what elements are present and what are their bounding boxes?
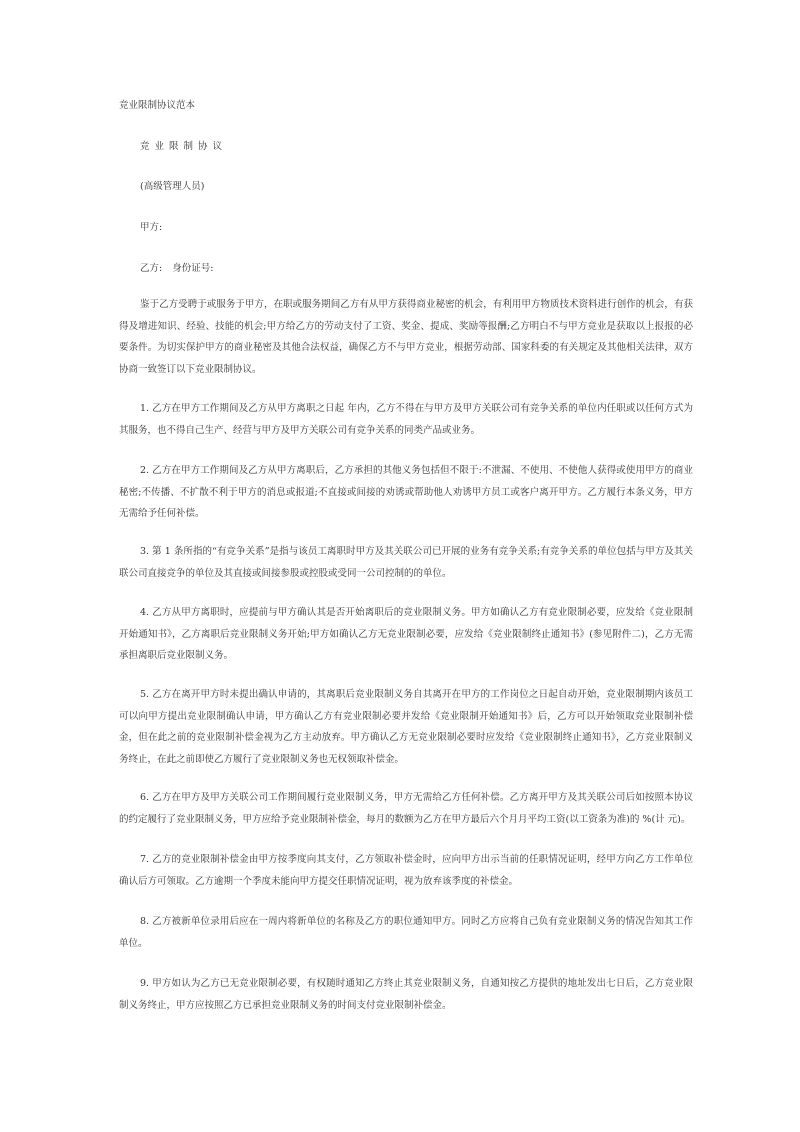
document-title: 竞业限制协议范本 [119,100,196,111]
clause-1: 1. 乙方在甲方工作期间及乙方从甲方离职之日起 年内，乙方不得在与甲方及甲方关联公司有竞争关系的单位内任职或以任何方式为其服务，也不得自己生产、经营与甲方及甲方关联公司有竞争关系的同类产品或业务。 [119,403,693,436]
agreement-subheading: (高级管理人员) [140,181,205,192]
party-b-label: 乙方: [140,263,163,274]
party-a-line: 甲方: [140,222,163,233]
intro-paragraph: 鉴于乙方受聘于或服务于甲方，在职或服务期间乙方有从甲方获得商业秘密的机会，有利用甲方物质技术资料进行创作的机会，有获得及增进知识、经验、技能的机会;甲方给乙方的劳动支付了工资、奖金、提成、奖励等报酬;乙方明白不与甲方竞业是获取以上报报的必要条件。为切实保护甲方的商业秘密及其他合法权益，确保乙方不与甲方竞业，根据劳动部、国家科委的有关规定及其他相关法律，双方协商一致签订以下竞业限制协议。 [119,299,693,375]
clause-5: 5. 乙方在离开甲方时未提出确认申请的，其离职后竞业限制义务自其离开在甲方的工作岗位之日起自动开始，竞业限制期内该员工可以向甲方提出竞业限制确认申请，甲方确认乙方有竞业限制必要并发给《竞业限制开始通知书》后，乙方可以开始领取竞业限制补偿金，但在此之前的竞业限制补偿金视为乙方主动放弃。甲方确认乙方无竞业限制必要时应发给《竞业限制终止通知书》，乙方竞业限制义务终止，在此之前即使乙方履行了竞业限制义务也无权领取补偿金。 [119,689,693,765]
clause-9: 9. 甲方如认为乙方已无竞业限制必要，有权随时通知乙方终止其竞业限制义务，自通知按乙方提供的地址发出七日后，乙方竞业限制义务终止，甲方应按照乙方已承担竞业限制义务的时间支付竞业限制补偿金。 [119,978,693,1011]
clause-8: 8. 乙方被新单位录用后应在一周内将新单位的名称及乙方的职位通知甲方。同时乙方应将自己负有竞业限制义务的情况告知其工作单位。 [119,916,693,949]
clause-6: 6. 乙方在甲方及甲方关联公司工作期间履行竞业限制义务，甲方无需给乙方任何补偿。乙方离开甲方及其关联公司后如按照本协议的约定履行了竞业限制义务，甲方应给予竞业限制补偿金，每月的数额为乙方在甲方最后六个月月平均工资(以工资条为准)的 %(计 元)。 [119,792,693,825]
party-b-id-label: 身份证号: [172,263,214,274]
clause-4: 4. 乙方从甲方离职时，应提前与甲方确认其是否开始离职后的竞业限制义务。甲方如确认乙方有竞业限制必要，应发给《竞业限制开始通知书》，乙方离职后竞业限制义务开始;甲方如确认乙方无竞业限制必要，应发给《竞业限制终止通知书》(参见附件二)，乙方无需承担离职后竞业限制义务。 [119,607,693,661]
clause-3: 3. 第 1 条所指的“有竞争关系”是指与该员工离职时甲方及其关联公司已开展的业务有竞争关系;有竞争关系的单位包括与甲方及其关联公司直接竞争的单位及其直接或间接参股或控股或受同一公司控制的的单位。 [119,546,693,579]
agreement-heading: 竞业限制协议 [140,141,228,152]
clause-7: 7. 乙方的竞业限制补偿金由甲方按季度向其支付，乙方领取补偿金时，应向甲方出示当前的任职情况证明，经甲方向乙方工作单位确认后方可领取。乙方逾期一个季度未能向甲方提交任职情况证明，视为放弃该季度的补偿金。 [119,854,693,887]
party-b-line [140,264,213,274]
clause-2: 2. 乙方在甲方工作期间及乙方从甲方离职后，乙方承担的其他义务包括但不限于:不泄漏、不使用、不使他人获得或使用甲方的商业秘密;不传播、不扩散不利于甲方的消息或报道;不直接或间接的劝诱或帮助他人劝诱甲方员工或客户离开甲方。乙方履行本条义务，甲方无需给予任何补偿。 [119,465,693,519]
